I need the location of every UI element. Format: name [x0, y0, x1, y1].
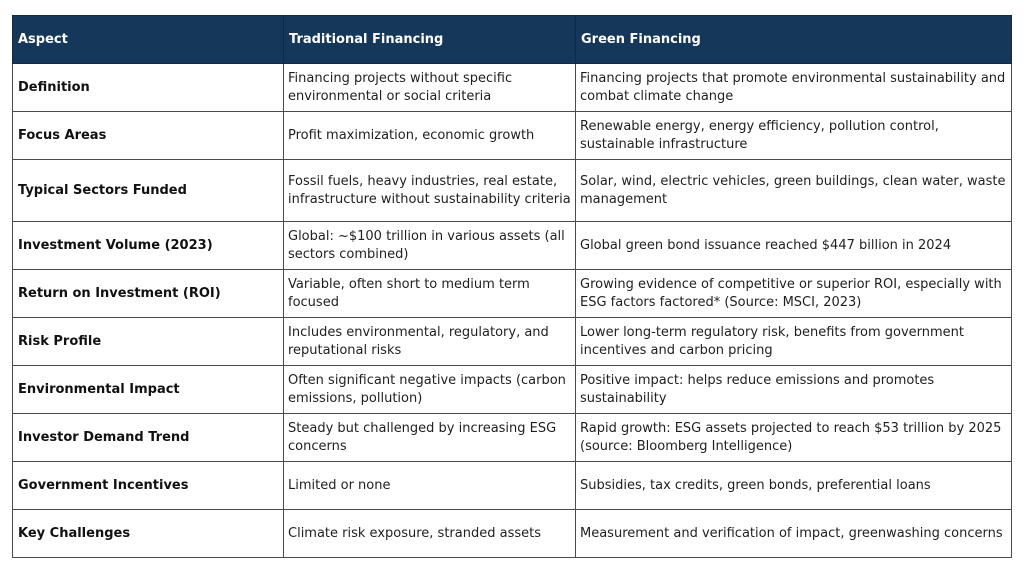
table-row [13, 414, 1012, 462]
traditional-cell: Limited or none [284, 462, 576, 510]
table-row [13, 64, 1012, 112]
table-row [13, 160, 1012, 222]
green-cell: Financing projects that promote environmental sustainability and combat climate change [576, 64, 1012, 112]
green-cell: Rapid growth: ESG assets projected to reach $53 trillion by 2025 (source: Bloomberg Intelligence) [576, 414, 1012, 462]
header-row [13, 16, 1012, 64]
aspect-cell: Investment Volume (2023) [13, 222, 284, 270]
green-cell: Lower long-term regulatory risk, benefits from government incentives and carbon pricing [576, 318, 1012, 366]
green-cell: Measurement and verification of impact, greenwashing concerns [576, 510, 1012, 558]
header-aspect: Aspect [13, 16, 284, 64]
green-cell: Positive impact: helps reduce emissions and promotes sustainability [576, 366, 1012, 414]
traditional-cell: Fossil fuels, heavy industries, real estate, infrastructure without sustainability criteria [284, 160, 576, 222]
traditional-cell: Often significant negative impacts (carbon emissions, pollution) [284, 366, 576, 414]
header-traditional-financing: Traditional Financing [284, 16, 576, 64]
traditional-cell: Profit maximization, economic growth [284, 112, 576, 160]
aspect-cell: Government Incentives [13, 462, 284, 510]
traditional-cell: Financing projects without specific environmental or social criteria [284, 64, 576, 112]
green-cell: Solar, wind, electric vehicles, green buildings, clean water, waste management [576, 160, 1012, 222]
aspect-cell: Return on Investment (ROI) [13, 270, 284, 318]
aspect-cell: Focus Areas [13, 112, 284, 160]
traditional-cell: Includes environmental, regulatory, and reputational risks [284, 318, 576, 366]
aspect-cell: Environmental Impact [13, 366, 284, 414]
header-green-financing: Green Financing [576, 16, 1012, 64]
traditional-cell: Global: ~$100 trillion in various assets (all sectors combined) [284, 222, 576, 270]
aspect-cell: Key Challenges [13, 510, 284, 558]
table-header [13, 16, 1012, 64]
traditional-cell: Steady but challenged by increasing ESG concerns [284, 414, 576, 462]
aspect-cell: Risk Profile [13, 318, 284, 366]
aspect-cell: Definition [13, 64, 284, 112]
traditional-cell: Climate risk exposure, stranded assets [284, 510, 576, 558]
green-cell: Renewable energy, energy efficiency, pollution control, sustainable infrastructure [576, 112, 1012, 160]
financing-comparison-table [12, 15, 1012, 558]
green-cell: Growing evidence of competitive or superior ROI, especially with ESG factors factored* (Source: MSCI, 2023) [576, 270, 1012, 318]
table-row [13, 270, 1012, 318]
green-cell: Global green bond issuance reached $447 billion in 2024 [576, 222, 1012, 270]
table-row [13, 462, 1012, 510]
table-body [13, 64, 1012, 558]
table-row [13, 510, 1012, 558]
traditional-cell: Variable, often short to medium term focused [284, 270, 576, 318]
aspect-cell: Investor Demand Trend [13, 414, 284, 462]
table-row [13, 222, 1012, 270]
comparison-table-container [12, 15, 1011, 558]
table-row [13, 366, 1012, 414]
aspect-cell: Typical Sectors Funded [13, 160, 284, 222]
table-row [13, 318, 1012, 366]
table-row [13, 112, 1012, 160]
green-cell: Subsidies, tax credits, green bonds, preferential loans [576, 462, 1012, 510]
